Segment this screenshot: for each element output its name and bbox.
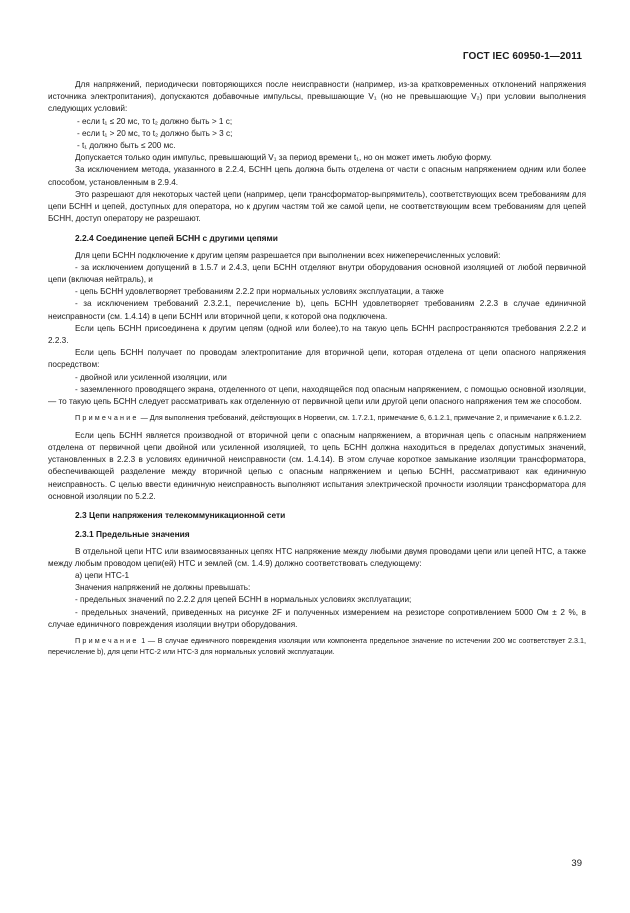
subsection-heading: 2.3.1 Предельные значения	[75, 529, 190, 540]
note-text: — Для выполнения требований, действующих в Норвегии, см. 1.7.2.1, примечание 6, 6.1.2.1, примечание 2, и примечание к 6.1.2.2.	[138, 413, 582, 423]
document-body	[48, 79, 586, 663]
note-label: Примечание	[75, 635, 139, 645]
condition-item: - t₁ должно быть ≤ 200 мс.	[77, 141, 176, 151]
paragraph: Для цепи БСНН подключение к другим цепям разрешается при выполнении всех нижеперечисленных условий:	[75, 250, 501, 260]
note-label: Примечание	[75, 413, 139, 423]
note	[48, 636, 586, 657]
page-number: 39	[571, 858, 582, 869]
list-item: - заземленного проводящего экрана, отделенного от цепи, находящейся под опасным напряжением, с помощью основной изоляции, — то такую цепь БСНН следует рассматривать как отделенную от первичной цепи или другой цепи опасного напряжения тем же способом.	[48, 384, 586, 407]
paragraph: Это разрешают для некоторых частей цепи (например, цепи трансформатор-выпрямитель), соответствующих всем требованиям для цепи БСНН и цепей, доступных для оператора, но к другим частям той же самой цепи, не соответствующим всем требованиям для цепей БСНН, доступ оператору не разрешают.	[48, 189, 586, 224]
condition-item: - если t₁ ≤ 20 мс, то t₂ должно быть > 1 с;	[77, 116, 233, 126]
section-heading: 2.2.4 Соединение цепей БСНН с другими цепями	[75, 233, 278, 244]
note-text: 1 — В случае единичного повреждения изоляции или компонента предельное значение по истечении 200 мс соответствует 2.3.1, перечисление b), для цепи НТС-2 или НТС-3 для нормальных условий эксплуатации.	[48, 635, 586, 656]
list-item: а) цепи НТС-1	[75, 570, 130, 580]
section-heading: 2.3 Цепи напряжения телекоммуникационной сети	[75, 510, 286, 521]
note	[48, 413, 586, 424]
list-item: - за исключением допущений в 1.5.7 и 2.4.3, цепи БСНН отделяют внутри оборудования основной изоляцией от любой первичной цепи (включая нейтраль), и	[48, 262, 586, 285]
list-item: - предельных значений по 2.2.2 для цепей БСНН в нормальных условиях эксплуатации;	[75, 595, 412, 605]
paragraph: Допускается только один импульс, превышающий V₁ за период времени t₁, но он может иметь любую форму.	[75, 153, 492, 163]
list-item: - за исключением требований 2.3.2.1, перечисление b), цепь БСНН удовлетворяет требованиям 2.2.3 в случае единичной неисправности (см. 1.4.14) в цепи БСНН или вторичной цепи, к которой она подключена.	[48, 299, 586, 321]
list-item: - предельных значений, приведенных на рисунке 2F и полученных измерением на резисторе сопротивлением 5000 Ом ± 2 %, в случае единичного повреждения изоляции внутри оборудования.	[48, 607, 586, 629]
paragraph: Если цепь БСНН получает по проводам электропитание для вторичной цепи, которая отделена от цепи опасного напряжения посредством:	[48, 348, 586, 370]
list-item: - цепь БСНН удовлетворяет требованиям 2.2.2 при нормальных условиях эксплуатации, а также	[75, 287, 444, 297]
paragraph: Для напряжений, периодически повторяющихся после неисправности (например, из-за кратковременных отклонений напряжения источника электропитания), допускаются добавочные импульсы, превышающие V₁ (но не превышающие V₂) при условии выполнения следующих условий:	[48, 80, 586, 114]
standard-header: ГОСТ IEC 60950-1—2011	[462, 51, 582, 62]
paragraph: В отдельной цепи НТС или взаимосвязанных цепях НТС напряжение между любыми двумя проводами цепи или цепей НТС, а также между любым проводом цепи(ей) НТС и землей (см. 1.4.9) должно соответствовать следующему:	[48, 546, 586, 568]
paragraph: Значения напряжений не должны превышать:	[75, 583, 251, 593]
condition-item: - если t₁ > 20 мс, то t₂ должно быть > 3 с;	[77, 128, 233, 138]
paragraph: За исключением метода, указанного в 2.2.4, БСНН цепь должна быть отделена от части с опасным напряжением одним или более способом, установленным в 2.9.4.	[48, 165, 586, 187]
list-item: - двойной или усиленной изоляции, или	[75, 372, 227, 382]
paragraph: Если цепь БСНН является производной от вторичной цепи с опасным напряжением, а вторичная цепь с опасным напряжением отделена от первичной цепи двойной или усиленной изоляцией, то цепь БСНН должна находиться в пределах допустимых значений, установленных в 2.2.3 в условиях единичной неисправности (см. 1.4.14). В этом случае короткое замыкание изоляции трансформатора, обеспечивающей разделение между вторичной цепью с опасным напряжением и цепью БСНН, рассматривают как единичную неисправность. С целью ввести единичную неисправность выполняют испытания электрической прочности изоляции трансформатора для основной изоляции по 5.2.2.	[48, 430, 586, 501]
paragraph: Если цепь БСНН присоединена к другим цепям (одной или более),то на такую цепь БСНН распространяются требования 2.2.2 и 2.2.3.	[48, 323, 586, 346]
